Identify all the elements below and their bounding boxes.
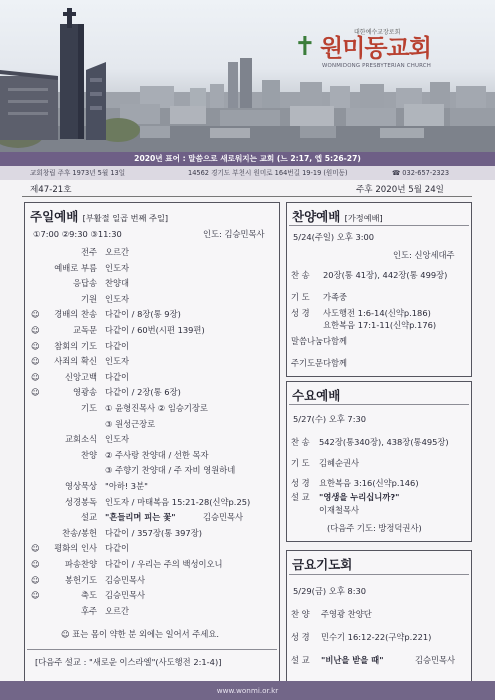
standing-icon: ☺	[31, 574, 40, 585]
praise-value: 가족중	[323, 292, 348, 302]
order-value: 인도자 / 마태복음 15:21-28(신약p.25)	[105, 496, 251, 507]
praise-label: 주기도문	[291, 358, 324, 368]
praise-label: 찬 송	[291, 270, 310, 280]
wednesday-label: 성 경	[291, 478, 310, 488]
logo-church-name: 원미동교회	[320, 34, 431, 62]
order-label: 찬양	[80, 449, 97, 460]
standing-icon: ☺	[31, 309, 40, 320]
info-bar	[0, 166, 495, 180]
wednesday-label: 찬 송	[291, 437, 310, 447]
standing-icon: ☺	[31, 356, 40, 367]
founding-date: 교회창립 주후 1973년 5월 13일	[30, 169, 126, 177]
website-footer: www.wonmi.or.kr	[0, 681, 495, 700]
cross-icon: ✝	[294, 32, 316, 62]
wednesday-time: 5/27(수) 오후 7:30	[293, 414, 367, 424]
header-banner	[0, 0, 495, 152]
order-label: 평화의 인사	[54, 543, 97, 554]
standing-icon: ☺	[31, 543, 40, 554]
wednesday-value: "영생을 누리십니까?"	[319, 492, 400, 502]
friday-title: 금요기도회	[292, 557, 353, 572]
wednesday-value: 542장(통340장), 438장(통495장)	[319, 437, 449, 447]
order-label: 봉헌기도	[64, 574, 97, 585]
order-label: 전주	[80, 247, 97, 257]
wednesday-next: (다음주 기도: 방정덕권사)	[327, 523, 422, 533]
praise-subtitle: [가정예배]	[344, 213, 383, 223]
wednesday-label: 설 교	[291, 492, 310, 502]
wednesday-title: 수요예배	[292, 388, 341, 403]
praise-time: 5/24(주일) 오후 3:00	[293, 232, 375, 242]
sunday-service-box	[24, 202, 280, 684]
order-label: 찬송/봉헌	[62, 527, 97, 538]
order-value: 인도자	[105, 434, 130, 445]
logo-denomination: 대한예수교장로회	[354, 29, 401, 36]
divider	[289, 225, 469, 226]
praise-value: 다함께	[323, 336, 348, 346]
standing-icon: ☺	[31, 371, 40, 382]
order-value: "흔들리며 피는 꽃"	[105, 512, 176, 523]
wednesday-value: 김혜순권사	[319, 458, 360, 468]
friday-value: "비난을 받을 때"	[321, 655, 384, 665]
friday-label: 설 교	[291, 655, 310, 665]
order-label: 신앙고백	[64, 371, 97, 382]
praise-label: 말씀나눔	[291, 336, 324, 346]
wednesday-service-box	[286, 381, 472, 542]
standing-note: ☺ 표는 몸이 약한 분 외에는 일어서 주세요.	[61, 629, 219, 639]
divider	[289, 404, 469, 405]
bulletin-date: 주후 2020년 5월 24일	[356, 185, 444, 195]
order-value: 김승민목사	[105, 574, 146, 585]
order-label: 참회의 기도	[54, 340, 97, 351]
church-logo	[294, 30, 464, 78]
friday-prayer-box	[286, 550, 472, 684]
friday-label: 찬 양	[291, 609, 310, 619]
order-value: ③ 주향기 찬양대 / 주 자비 영원하네	[105, 465, 236, 476]
order-value: 인도자	[105, 262, 130, 273]
wednesday-value: 요한복음 3:16(신약p.146)	[319, 478, 419, 488]
logo-english-name: WONMIDONG PRESBYTERIAN CHURCH	[322, 63, 432, 69]
friday-time: 5/29(금) 오후 8:30	[293, 586, 367, 596]
service-times: ①7:00 ②9:30 ③11:30	[33, 229, 122, 239]
order-value: 다같이 / 8장(통 9장)	[105, 309, 181, 320]
order-extra: 김승민목사	[203, 512, 244, 523]
praise-title: 찬양예배 [가정예배]	[292, 209, 383, 224]
order-label: 후주	[80, 605, 97, 616]
next-sermon: [다음주 설교 : "새로운 이스라엘"(사도행전 2:1-4)]	[35, 657, 222, 667]
order-value: 다같이 / 357장(통 397장)	[105, 527, 202, 538]
friday-label: 성 경	[291, 632, 310, 642]
standing-icon: ☺	[31, 590, 40, 601]
praise-value: 다함께	[323, 358, 348, 368]
order-label: 축도	[80, 590, 97, 601]
order-value: 인도자	[105, 293, 130, 304]
issue-number: 제47-21호	[30, 185, 72, 195]
order-value: "아하! 3분"	[105, 481, 148, 491]
order-label: 기원	[80, 293, 97, 304]
motto-bar: 2020년 표어 : 말씀으로 새로워지는 교회 (느 2:17, 엡 5:26-27)	[0, 152, 495, 166]
sunday-subtitle: [부활절 일곱 번째 주일]	[82, 213, 169, 223]
order-value: 오르간	[105, 605, 130, 616]
order-label: 영광송	[72, 387, 97, 398]
standing-icon: ☺	[31, 340, 40, 351]
order-label: 교독문	[72, 325, 97, 335]
order-label: 파송찬양	[64, 559, 97, 569]
divider	[27, 649, 277, 650]
praise-label: 성 경	[291, 308, 310, 318]
service-leader: 인도: 김승민목사	[203, 229, 265, 239]
order-value: ② 주사랑 찬양대 / 선한 목자	[105, 449, 209, 460]
order-value: 다같이	[105, 340, 130, 351]
sunday-title: 주일예배 [부활절 일곱 번째 주일]	[30, 209, 169, 224]
order-value: 인도자	[105, 356, 130, 367]
friday-value: 민수기 16:12-22(구약p.221)	[321, 632, 432, 642]
friday-value: 주영광 찬양단	[321, 609, 372, 619]
wednesday-label: 기 도	[291, 458, 310, 468]
order-value: 오르간	[105, 247, 130, 257]
order-label: 교회소식	[64, 434, 97, 445]
order-label: 경배의 찬송	[54, 309, 97, 320]
order-value: 찬양대	[105, 278, 130, 289]
praise-value: 20장(통 41장), 442장(통 499장)	[323, 270, 448, 280]
order-value: 다같이 / 우리는 주의 백성이오니	[105, 559, 223, 569]
praise-label: 기 도	[291, 292, 310, 302]
order-value: 다같이 / 2장(통 6장)	[105, 387, 181, 398]
friday-extra: 김승민목사	[415, 655, 456, 665]
standing-icon: ☺	[31, 325, 40, 335]
divider	[22, 196, 472, 197]
church-phone: ☎ 032-657-2323	[392, 169, 450, 177]
order-value: 김승민목사	[105, 590, 146, 601]
praise-leader: 인도: 신앙세대주	[393, 250, 455, 260]
order-label: 사죄의 확신	[54, 356, 97, 367]
order-value: 다같이 / 60번(시편 139편)	[105, 325, 205, 335]
standing-icon: ☺	[31, 387, 40, 398]
praise-value: 요한복음 17:1-11(신약p.176)	[323, 320, 437, 330]
order-label: 기도	[80, 403, 97, 413]
divider	[289, 574, 469, 575]
wednesday-value: 이재철목사	[319, 505, 360, 515]
standing-icon: ☺	[31, 559, 40, 569]
order-label: 예배로 부름	[54, 262, 97, 273]
order-value: 다같이	[105, 371, 130, 382]
order-value: 다같이	[105, 543, 130, 554]
praise-service-box	[286, 202, 472, 377]
order-value: ③ 원성근장로	[105, 418, 156, 429]
order-value: ① 윤형진목사 ② 임승기장로	[105, 403, 208, 413]
order-label: 설교	[80, 512, 97, 523]
church-address: 14562 경기도 부천시 원미로 164번길 19-19 (원미동)	[188, 169, 348, 177]
praise-value: 사도행전 1:6-14(신약p.186)	[323, 308, 431, 318]
order-label: 영상묵상	[64, 481, 97, 491]
order-label: 성경봉독	[64, 496, 97, 507]
order-label: 응답송	[72, 278, 97, 289]
